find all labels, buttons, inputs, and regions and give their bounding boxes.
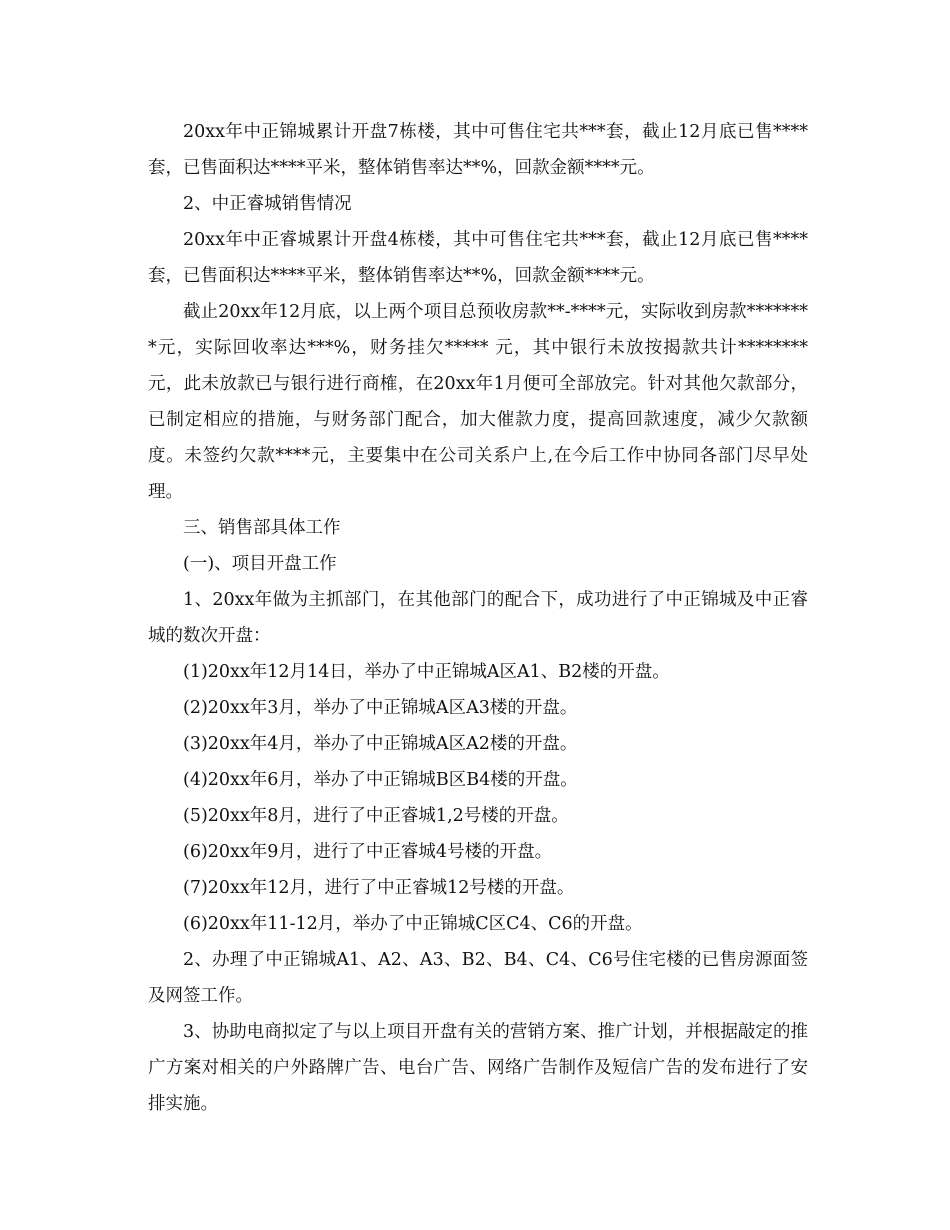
paragraph-opening-intro: 1、20xx年做为主抓部门，在其他部门的配合下，成功进行了中正锦城及中正睿城的数次开盘： (148, 590, 808, 646)
list-item-opening-8: (6)20xx年11-12月，举办了中正锦城C区C4、C6的开盘。 (183, 914, 643, 934)
paragraph-jincheng-sales: 20xx年中正锦城累计开盘7栋楼，其中可售住宅共***套，截止12月底已售****套，已售面积达****平米，整体销售率达**%，回款金额****元。 (148, 122, 808, 178)
list-item-opening-1: (1)20xx年12月14日，举办了中正锦城A区A1、B2楼的开盘。 (183, 662, 670, 682)
paragraph-payment-summary: 截止20xx年12月底，以上两个项目总预收房款**-****元，实际收到房款********元，实际回收率达***%，财务挂欠***** 元，其中银行未放按揭款共计********元，此未放款已与银行进行商榷，在20xx年1月便可全部放完。针对其他欠款部分，已制定相应的措施，与财务部门配合，加大催款力度，提高回款速度，减少欠款额度。未签约欠款****元，主要集中在公司关系户上,在今后工作中协同各部门尽早处理。 (148, 302, 808, 502)
paragraph-ruicheng-sales: 20xx年中正睿城累计开盘4栋楼，其中可售住宅共***套，截止12月底已售****套，已售面积达****平米，整体销售率达**%，回款金额****元。 (148, 230, 808, 286)
list-item-opening-6: (6)20xx年9月，进行了中正睿城4号楼的开盘。 (183, 842, 553, 862)
list-item-opening-4: (4)20xx年6月，举办了中正锦城B区B4楼的开盘。 (183, 770, 578, 790)
list-item-opening-5: (5)20xx年8月，进行了中正睿城1,2号楼的开盘。 (183, 806, 569, 826)
heading-sales-dept-work: 三、销售部具体工作 (183, 518, 341, 538)
heading-project-opening: (一)、项目开盘工作 (183, 554, 337, 574)
list-item-opening-3: (3)20xx年4月，举办了中正锦城A区A2楼的开盘。 (183, 734, 578, 754)
list-item-opening-7: (7)20xx年12月，进行了中正睿城12号楼的开盘。 (183, 878, 575, 898)
heading-ruicheng-sales: 2、中正睿城销售情况 (183, 194, 352, 214)
paragraph-signing-work: 2、办理了中正锦城A1、A2、A3、B2、B4、C4、C6号住宅楼的已售房源面签及网签工作。 (148, 950, 808, 1006)
paragraph-marketing-work: 3、协助电商拟定了与以上项目开盘有关的营销方案、推广计划，并根据敲定的推广方案对相关的户外路牌广告、电台广告、网络广告制作及短信广告的发布进行了安排实施。 (148, 1022, 808, 1114)
list-item-opening-2: (2)20xx年3月，举办了中正锦城A区A3楼的开盘。 (183, 698, 578, 718)
document-body (148, 114, 808, 1122)
